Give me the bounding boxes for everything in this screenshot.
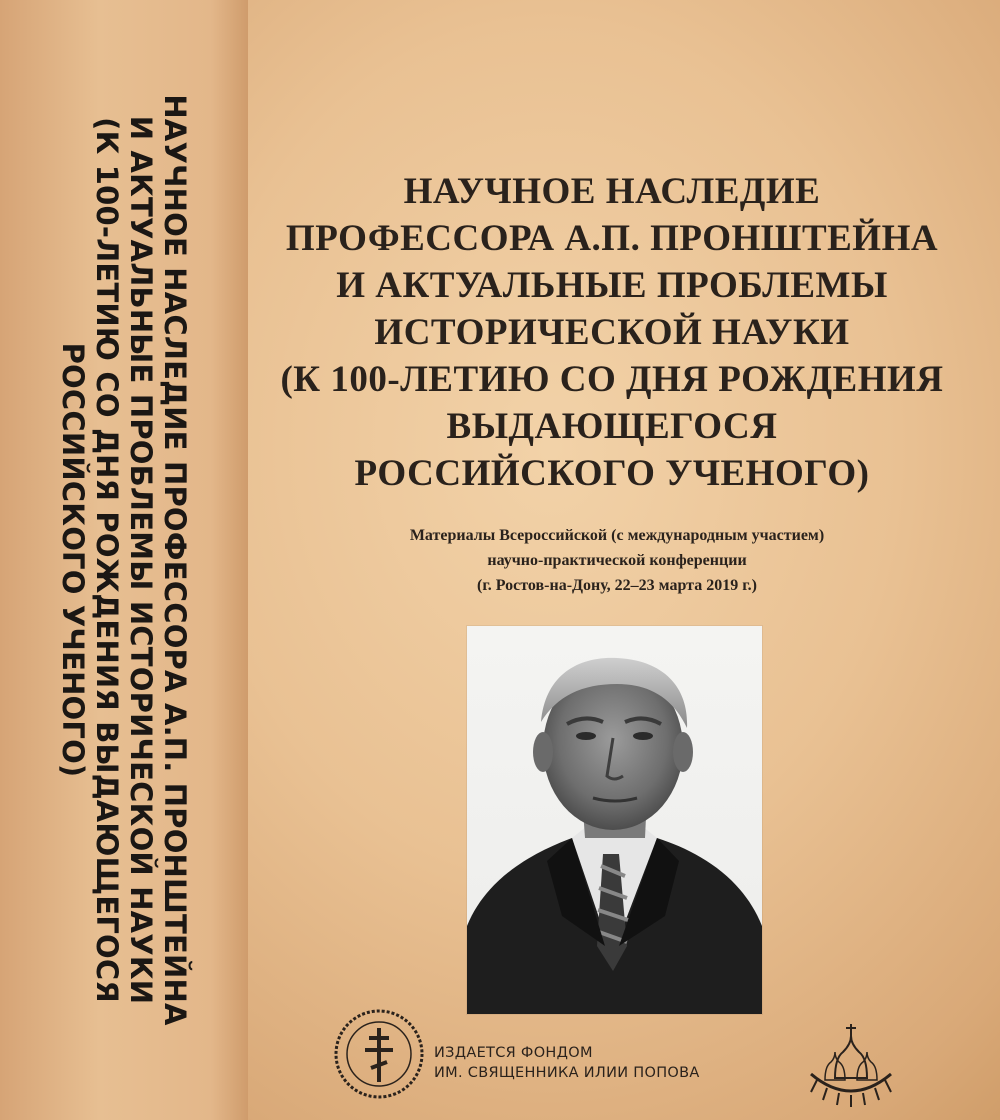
- subtitle-line: Материалы Всероссийской (с международным участием): [409, 527, 825, 544]
- portrait-illustration: [467, 626, 762, 1014]
- spine-title-line: РОССИЙСКОГО УЧЕНОГО): [56, 342, 90, 778]
- spine-title-line: НАУЧНОЕ НАСЛЕДИЕ ПРОФЕССОРА А.П. ПРОНШТЕЙНА: [158, 94, 192, 1026]
- cover-title: [262, 168, 962, 497]
- book-spine: [0, 0, 248, 1120]
- church-logo: [795, 1000, 907, 1112]
- cover-title-line: ПРОФЕССОРА А.П. ПРОНШТЕЙНА: [285, 218, 939, 259]
- foundation-logo: [333, 1008, 425, 1100]
- cover-title-line: ВЫДАЮЩЕГОСЯ: [446, 406, 778, 447]
- spine-title: [56, 20, 192, 1100]
- spine-title-line: (К 100-ЛЕТИЮ СО ДНЯ РОЖДЕНИЯ ВЫДАЮЩЕГОСЯ: [90, 117, 124, 1003]
- publisher-credit: [434, 1043, 734, 1083]
- subtitle-line: (г. Ростов-на-Дону, 22–23 марта 2019 г.): [477, 577, 757, 594]
- publisher-line: ИЗДАЕТСЯ ФОНДОМ: [434, 1045, 593, 1061]
- spine-title-line: И АКТУАЛЬНЫЕ ПРОБЛЕМЫ ИСТОРИЧЕСКОЙ НАУКИ: [124, 115, 158, 1005]
- professor-portrait: [467, 626, 762, 1014]
- cover-title-line: И АКТУАЛЬНЫЕ ПРОБЛЕМЫ: [336, 265, 888, 306]
- cover-title-line: РОССИЙСКОГО УЧЕНОГО): [354, 453, 870, 494]
- subtitle-line: научно-практической конференции: [487, 552, 747, 569]
- cover-subtitle: [272, 523, 962, 598]
- publisher-line: ИМ. СВЯЩЕННИКА ИЛИИ ПОПОВА: [434, 1065, 700, 1081]
- cover-title-line: НАУЧНОЕ НАСЛЕДИЕ: [403, 171, 821, 212]
- cover-title-line: (К 100-ЛЕТИЮ СО ДНЯ РОЖДЕНИЯ: [280, 359, 944, 400]
- cover-title-line: ИСТОРИЧЕСКОЙ НАУКИ: [374, 312, 850, 353]
